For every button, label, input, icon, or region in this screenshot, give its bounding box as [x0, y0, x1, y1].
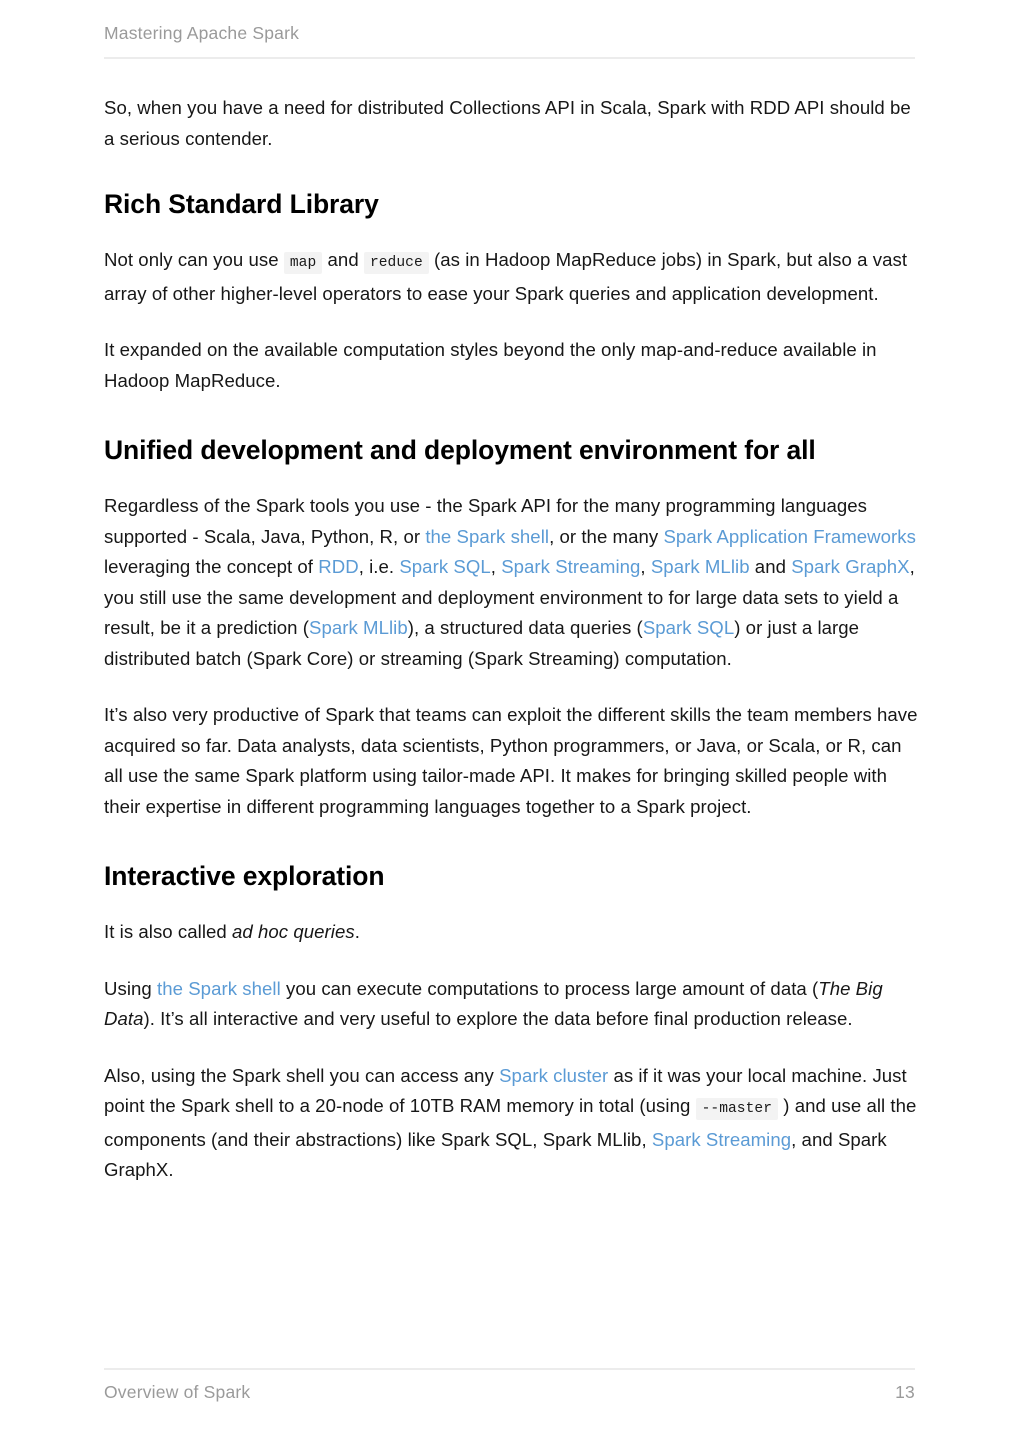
text-fragment: (as in Hadoop MapReduce jobs) in Spark, but also a vast array of other higher-level operators to ease your Spark queries and application development. — [104, 249, 908, 304]
link-spark-mllib[interactable]: Spark MLlib — [650, 556, 750, 578]
footer-divider — [104, 1368, 915, 1370]
text-fragment: , you still use the same development and deployment environment to for large data sets to yield a result, be it a prediction ( — [104, 556, 915, 639]
document-content — [104, 93, 918, 1212]
link-the-spark-shell[interactable]: the Spark shell — [425, 525, 550, 547]
running-footer — [104, 1382, 915, 1403]
link-spark-graphx[interactable]: Spark GraphX — [791, 556, 910, 578]
link-spark-cluster[interactable]: Spark cluster — [499, 1064, 609, 1086]
paragraph-computation-styles — [104, 335, 918, 396]
text-fragment: . — [354, 921, 360, 943]
heading-interactive-exploration: Interactive exploration — [104, 861, 385, 892]
text-fragment: It’s also very productive of Spark that teams can exploit the different skills the team members have acquired so far. Data analysts, data scientists, Python programmers, or Java, or Scala, or R, can all use the same Spark platform using tailor-made API. It makes for bringing skilled people with their expertise in different programming languages together to a Spark project. — [104, 704, 918, 817]
code-master-flag: --master — [696, 1098, 778, 1120]
text-fragment: Using — [104, 977, 158, 999]
text-fragment: ), a structured data queries ( — [407, 617, 643, 639]
text-fragment: It expanded on the available computation styles beyond the only map-and-reduce available in Hadoop MapReduce. — [104, 339, 877, 391]
text-fragment: Not only can you use — [104, 249, 279, 271]
text-fragment: leveraging the concept of — [104, 556, 319, 578]
paragraph-map-reduce — [104, 245, 918, 309]
footer-section-name: Overview of Spark — [104, 1382, 251, 1402]
text-fragment: ) and use all the components (and their abstractions) like Spark SQL, Spark MLlib, — [104, 1095, 917, 1150]
link-spark-mllib-2[interactable]: Spark MLlib — [309, 617, 408, 639]
text-fragment: Also, using the Spark shell you can access any — [104, 1064, 500, 1086]
text-fragment: Regardless of the Spark tools you use - the Spark API for the many programming languages supported - Scala, Java, Python, R, or — [104, 495, 868, 547]
link-spark-application-frameworks[interactable]: Spark Application Frameworks — [663, 525, 916, 547]
text-fragment: ) or just a large distributed batch (Spark Core) or streaming (Spark Streaming) computation. — [104, 617, 860, 669]
running-header — [104, 22, 915, 45]
intro-text: So, when you have a need for distributed Collections API in Scala, Spark with RDD API should be a serious contender. — [104, 97, 911, 149]
text-fragment: , and Spark GraphX. — [104, 1128, 887, 1181]
link-spark-streaming-2[interactable]: Spark Streaming — [651, 1128, 792, 1150]
text-fragment: , — [640, 556, 651, 578]
text-fragment: ). It’s all interactive and very useful to explore the data before final production release. — [143, 1008, 853, 1030]
paragraph-using-spark-shell — [104, 974, 918, 1035]
text-fragment: , — [490, 556, 502, 578]
text-fragment: and — [749, 556, 792, 578]
footer-page-number: 13 — [895, 1382, 915, 1402]
link-spark-sql-2[interactable]: Spark SQL — [642, 617, 735, 639]
text-fragment: and — [327, 249, 359, 271]
paragraph-spark-cluster — [104, 1061, 918, 1186]
header-divider — [104, 57, 915, 59]
code-map: map — [284, 252, 322, 274]
link-spark-sql[interactable]: Spark SQL — [399, 556, 491, 578]
code-reduce: reduce — [364, 252, 429, 274]
text-fragment: It is also called — [104, 921, 233, 943]
paragraph-team-skills — [104, 700, 918, 822]
paragraph-spark-tools — [104, 491, 918, 674]
paragraph-intro — [104, 93, 918, 154]
link-spark-streaming[interactable]: Spark Streaming — [501, 556, 641, 578]
text-fragment: , i.e. — [358, 556, 400, 578]
text-fragment: as if it was your local machine. Just point the Spark shell to a 20-node of 10TB RAM memory in total (using — [104, 1064, 907, 1117]
emphasis-the-big-data: The Big Data — [104, 977, 883, 1030]
heading-rich-standard-library: Rich Standard Library — [104, 189, 379, 219]
text-fragment: you can execute computations to process large amount of data ( — [280, 977, 819, 999]
text-fragment: , or the many — [549, 525, 664, 547]
paragraph-ad-hoc — [104, 917, 918, 948]
link-rdd[interactable]: RDD — [318, 556, 359, 578]
link-the-spark-shell-2[interactable]: the Spark shell — [157, 977, 281, 999]
emphasis-ad-hoc-queries: ad hoc queries — [232, 921, 355, 943]
book-title: Mastering Apache Spark — [104, 23, 300, 43]
heading-unified-environment: Unified development and deployment environment for all — [104, 435, 816, 466]
